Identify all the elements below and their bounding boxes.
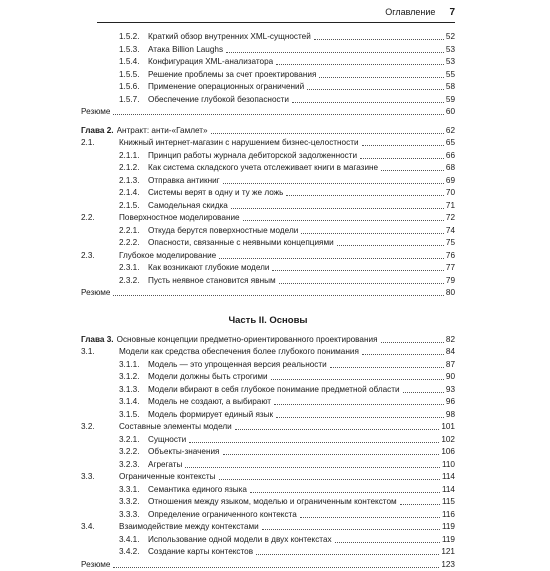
toc-entry-number: 3.4.2. [119, 546, 148, 559]
toc-entry-title: Модели вбирают в себя глубокое понимание предметной области [148, 384, 400, 397]
toc-entry-number: 3.2.1. [119, 434, 148, 447]
toc-entry-page: 98 [446, 409, 455, 422]
toc-entry-number: 3.1.3. [119, 384, 148, 397]
toc-entry-page: 53 [446, 44, 455, 57]
toc-entry [81, 484, 455, 497]
toc-entry [81, 459, 455, 472]
part-title: Часть II. Основы [81, 314, 455, 328]
dot-leader [286, 194, 443, 196]
toc-entry-page: 116 [442, 509, 455, 522]
toc-entry-page: 102 [441, 434, 455, 447]
toc-entry-number: 3.2.2. [119, 446, 148, 459]
toc-entry [81, 359, 455, 372]
toc-section-part-1 [81, 31, 455, 300]
toc-entry-title: Взаимодействие между контекстами [119, 521, 259, 534]
toc-entry-title: Книжный интернет-магазин с нарушением бизнес-целостности [119, 137, 359, 150]
dot-leader [403, 391, 444, 393]
toc-entry-number: Глава 2. [81, 125, 114, 138]
toc-entry-number: 3.1. [81, 346, 119, 359]
toc-entry-page: 71 [446, 200, 455, 213]
dot-leader [362, 144, 444, 146]
toc-entry [81, 225, 455, 238]
toc-entry-title: Создание карты контекстов [148, 546, 253, 559]
toc-entry-number: 3.4. [81, 521, 119, 534]
toc-entry-page: 65 [446, 137, 455, 150]
dot-leader [300, 516, 440, 518]
toc-entry-number: 2.1.5. [119, 200, 148, 213]
toc-entry-page: 90 [446, 371, 455, 384]
toc-entry-page: 77 [446, 262, 455, 275]
toc-entry-number: 2.3.2. [119, 275, 148, 288]
dot-leader [335, 541, 440, 543]
toc-entry-page: 114 [442, 484, 455, 497]
toc-entry-number: 2.1.1. [119, 150, 148, 163]
toc-entry-page: 55 [446, 69, 455, 82]
toc-entry-title: Резюме [81, 106, 110, 119]
toc-entry-page: 110 [442, 459, 455, 472]
toc-entry-page: 119 [442, 521, 455, 534]
dot-leader [256, 553, 439, 555]
dot-leader [400, 503, 440, 505]
toc-entry-page: 115 [442, 496, 455, 509]
toc-entry-page: 66 [446, 150, 455, 163]
dot-leader [223, 182, 444, 184]
toc-entry-title: Определение ограниченного контекста [148, 509, 297, 522]
toc-entry-number: 1.5.3. [119, 44, 148, 57]
header-title: Оглавление [385, 7, 435, 17]
dot-leader [292, 101, 444, 103]
toc-entry-number: 3.3.3. [119, 509, 148, 522]
toc-entry-title: Самодельная скидка [148, 200, 228, 213]
toc-entry-title: Опасности, связанные с неявными концепциями [148, 237, 334, 250]
dot-leader [279, 282, 444, 284]
toc-entry [81, 275, 455, 288]
toc-entry-page: 84 [446, 346, 455, 359]
toc-entry-title: Как система складского учета отслеживает книги в магазине [148, 162, 378, 175]
toc-entry [81, 421, 455, 434]
toc-entry-title: Модели как средства обеспечения более глубокого понимания [119, 346, 359, 359]
dot-leader [113, 113, 443, 115]
toc-entry-title: Откуда берутся поверхностные модели [148, 225, 298, 238]
toc-entry-number: 2.1.4. [119, 187, 148, 200]
toc-entry [81, 546, 455, 559]
toc-entry-page: 123 [441, 559, 455, 571]
dot-leader [219, 257, 444, 259]
toc-entry-title: Как возникают глубокие модели [148, 262, 269, 275]
toc-entry [81, 187, 455, 200]
toc-entry-title: Принцип работы журнала дебиторской задолженности [148, 150, 357, 163]
dot-leader [307, 88, 444, 90]
toc-entry-page: 87 [446, 359, 455, 372]
toc-entry [81, 471, 455, 484]
dot-leader [113, 294, 443, 296]
toc-entry-title: Глубокое моделирование [119, 250, 216, 263]
toc-entry-title: Использование одной модели в двух контекстах [148, 534, 332, 547]
dot-leader [276, 63, 444, 65]
toc-entry-page: 69 [446, 175, 455, 188]
dot-leader [381, 341, 444, 343]
dot-leader [276, 416, 444, 418]
toc-entry-number: 1.5.4. [119, 56, 148, 69]
toc-entry-title: Отправка антикниг [148, 175, 220, 188]
dot-leader [301, 232, 444, 234]
toc-entry [81, 56, 455, 69]
toc-entry-number: 3.3. [81, 471, 119, 484]
toc-entry-page: 72 [446, 212, 455, 225]
toc-entry-number: 1.5.5. [119, 69, 148, 82]
toc-entry-title: Основные концепции предметно-ориентированного проектирования [117, 334, 378, 347]
header-page-number: 7 [449, 7, 455, 18]
toc-entry-page: 53 [446, 56, 455, 69]
toc-entry [81, 396, 455, 409]
toc-entry-title: Решение проблемы за счет проектирования [148, 69, 316, 82]
toc-entry-page: 121 [441, 546, 455, 559]
toc-entry-number: 3.3.2. [119, 496, 148, 509]
dot-leader [337, 244, 444, 246]
toc-entry-page: 75 [446, 237, 455, 250]
toc-entry [81, 521, 455, 534]
dot-leader [330, 366, 444, 368]
table-of-contents [81, 31, 455, 571]
toc-entry-page: 79 [446, 275, 455, 288]
toc-entry-title: Краткий обзор внутренних XML-сущностей [148, 31, 311, 44]
running-header [97, 2, 455, 23]
toc-entry-title: Пусть неявное становится явным [148, 275, 276, 288]
toc-entry-page: 96 [446, 396, 455, 409]
toc-entry [81, 534, 455, 547]
toc-entry [81, 69, 455, 82]
toc-entry [81, 44, 455, 57]
toc-entry-page: 60 [446, 106, 455, 119]
toc-entry-number: 3.2.3. [119, 459, 148, 472]
toc-section-part-2 [81, 334, 455, 571]
toc-entry-title: Атака Billion Laughs [148, 44, 223, 57]
toc-entry-number: 2.3. [81, 250, 119, 263]
toc-entry-title: Модели должны быть строгими [148, 371, 268, 384]
dot-leader [272, 269, 443, 271]
toc-entry-title: Резюме [81, 287, 110, 300]
toc-entry-page: 106 [441, 446, 455, 459]
toc-entry-page: 101 [441, 421, 455, 434]
toc-entry-page: 76 [446, 250, 455, 263]
toc-entry-page: 59 [446, 94, 455, 107]
dot-leader [360, 157, 444, 159]
dot-leader [381, 169, 444, 171]
toc-entry-page: 82 [446, 334, 455, 347]
toc-entry-title: Антракт: анти-«Гамлет» [117, 125, 208, 138]
toc-entry-title: Ограниченные контексты [119, 471, 216, 484]
toc-entry-number: 2.2.2. [119, 237, 148, 250]
toc-summary-entry [81, 559, 455, 571]
toc-entry [81, 346, 455, 359]
toc-entry-title: Резюме [81, 559, 110, 571]
toc-entry-number: 3.1.4. [119, 396, 148, 409]
toc-entry-number: 2.3.1. [119, 262, 148, 275]
toc-entry-page: 93 [446, 384, 455, 397]
toc-entry [81, 200, 455, 213]
toc-entry-number: 3.1.1. [119, 359, 148, 372]
toc-entry-number: 3.1.2. [119, 371, 148, 384]
toc-entry-page: 62 [446, 125, 455, 138]
toc-entry [81, 137, 455, 150]
toc-entry [81, 81, 455, 94]
toc-entry [81, 237, 455, 250]
toc-entry-number: 3.2. [81, 421, 119, 434]
toc-entry [81, 250, 455, 263]
toc-entry-number: 2.2. [81, 212, 119, 225]
toc-entry [81, 150, 455, 163]
toc-entry-title: Модель формирует единый язык [148, 409, 273, 422]
toc-entry-number: 3.1.5. [119, 409, 148, 422]
toc-entry-title: Сущности [148, 434, 186, 447]
toc-entry-page: 114 [442, 471, 455, 484]
toc-entry-number: 2.1.2. [119, 162, 148, 175]
toc-entry [81, 384, 455, 397]
toc-entry-page: 52 [446, 31, 455, 44]
toc-entry-title: Отношения между языком, моделью и ограниченным контекстом [148, 496, 397, 509]
toc-entry-title: Системы верят в одну и ту же ложь [148, 187, 283, 200]
toc-entry-number: 2.1.3. [119, 175, 148, 188]
toc-entry-number: 3.3.1. [119, 484, 148, 497]
toc-chapter-entry [81, 125, 455, 138]
toc-entry [81, 371, 455, 384]
dot-leader [250, 491, 440, 493]
toc-entry [81, 212, 455, 225]
toc-entry-title: Обеспечение глубокой безопасности [148, 94, 289, 107]
toc-entry-title: Составные элементы модели [119, 421, 232, 434]
toc-entry-title: Модель не создают, а выбирают [148, 396, 271, 409]
toc-entry-number: 3.4.1. [119, 534, 148, 547]
toc-chapter-entry [81, 334, 455, 347]
toc-entry-page: 80 [446, 287, 455, 300]
toc-entry-page: 70 [446, 187, 455, 200]
toc-entry [81, 175, 455, 188]
toc-entry-number: 2.1. [81, 137, 119, 150]
toc-entry-page: 119 [442, 534, 455, 547]
toc-entry-title: Поверхностное моделирование [119, 212, 240, 225]
dot-leader [362, 353, 444, 355]
toc-entry-number: 1.5.6. [119, 81, 148, 94]
toc-entry [81, 94, 455, 107]
dot-leader [185, 466, 440, 468]
dot-leader [113, 566, 439, 568]
toc-summary-entry [81, 106, 455, 119]
toc-summary-entry [81, 287, 455, 300]
toc-entry-number: 1.5.2. [119, 31, 148, 44]
dot-leader [319, 76, 444, 78]
toc-entry-number: 2.2.1. [119, 225, 148, 238]
toc-entry-number: Глава 3. [81, 334, 114, 347]
dot-leader [226, 51, 444, 53]
toc-entry [81, 162, 455, 175]
toc-entry [81, 446, 455, 459]
toc-entry-title: Агрегаты [148, 459, 182, 472]
dot-leader [314, 38, 444, 40]
dot-leader [189, 441, 439, 443]
toc-entry-title: Модель — это упрощенная версия реальности [148, 359, 327, 372]
dot-leader [231, 207, 444, 209]
dot-leader [211, 132, 444, 134]
toc-entry-title: Применение операционных ограничений [148, 81, 304, 94]
toc-entry-title: Конфигурация XML-анализатора [148, 56, 273, 69]
toc-entry-number: 1.5.7. [119, 94, 148, 107]
toc-entry [81, 496, 455, 509]
toc-entry-title: Семантика единого языка [148, 484, 247, 497]
toc-entry [81, 262, 455, 275]
toc-entry [81, 31, 455, 44]
dot-leader [243, 219, 444, 221]
toc-entry [81, 409, 455, 422]
dot-leader [219, 478, 440, 480]
toc-entry-title: Объекты-значения [148, 446, 220, 459]
toc-entry [81, 509, 455, 522]
dot-leader [271, 378, 444, 380]
dot-leader [262, 528, 440, 530]
dot-leader [274, 403, 444, 405]
dot-leader [223, 453, 440, 455]
dot-leader [235, 428, 440, 430]
toc-entry-page: 68 [446, 162, 455, 175]
toc-entry-page: 74 [446, 225, 455, 238]
toc-entry-page: 58 [446, 81, 455, 94]
toc-entry [81, 434, 455, 447]
